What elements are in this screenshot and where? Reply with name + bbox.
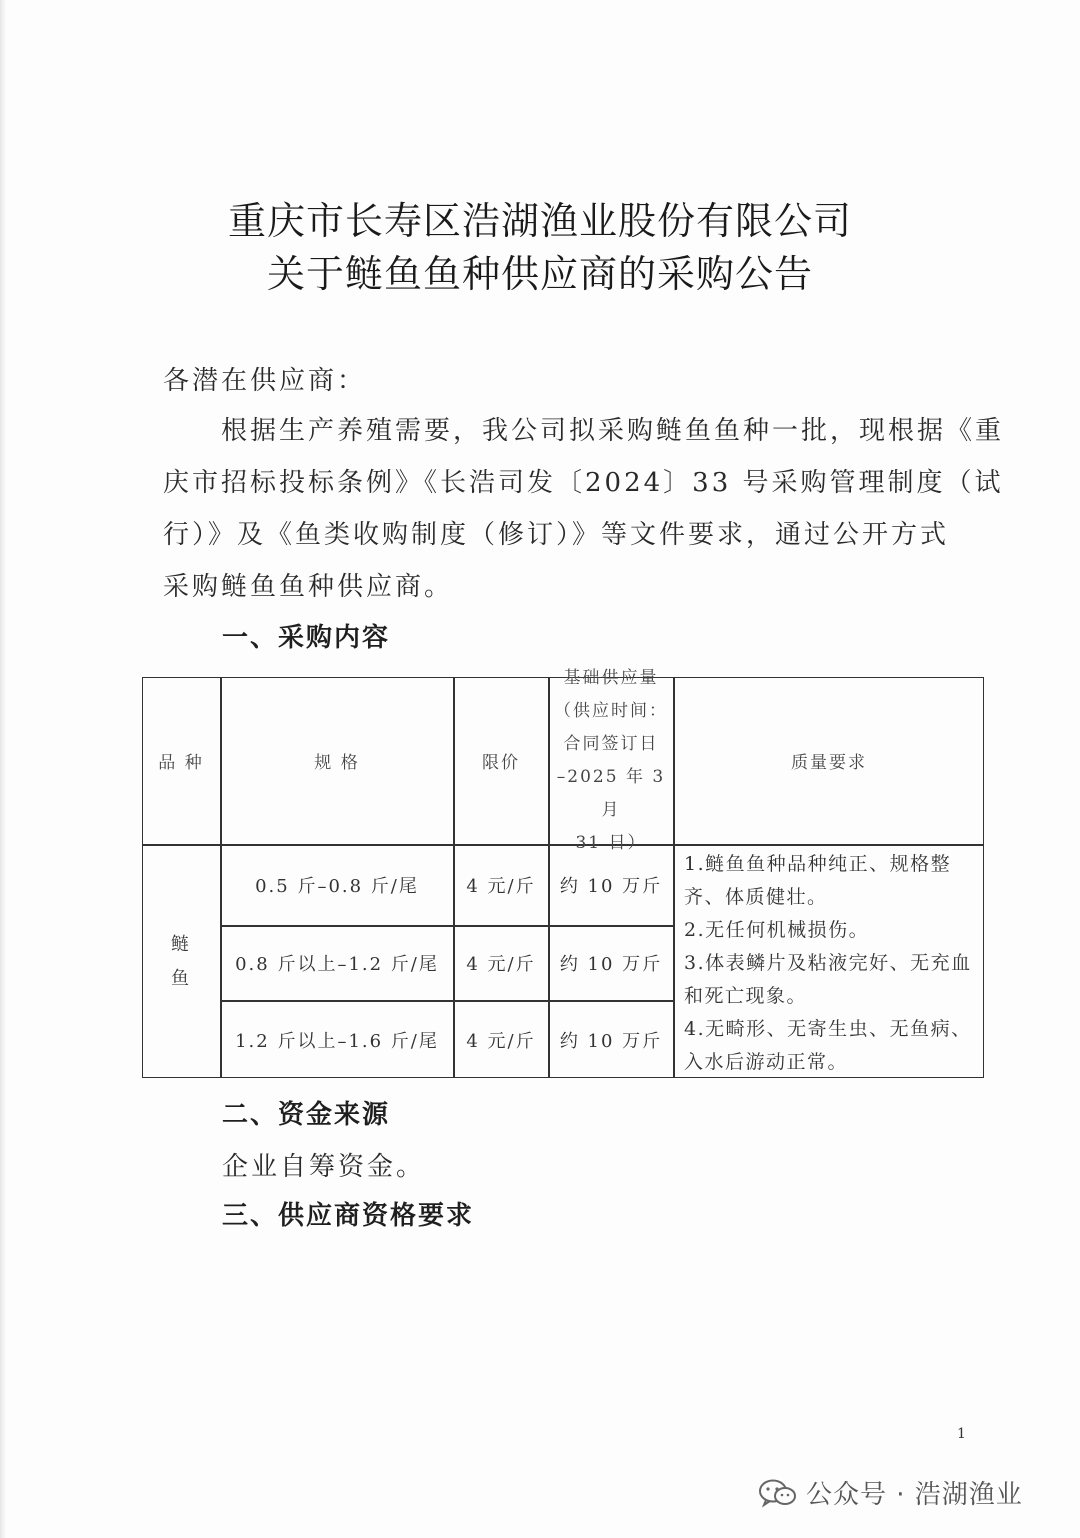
table-row-1-supply: 约 10 万斤 [559, 876, 663, 897]
variety-cell [142, 845, 220, 1078]
intro-line-2: 庆市招标投标条例》《长浩司发〔2024〕33 号采购管理制度（试 [163, 468, 1004, 498]
intro-line-3: 行）》及《鱼类收购制度（修订）》等文件要求，通过公开方式 [163, 520, 950, 550]
quality-line: 3.体表鳞片及粘液完好、无充血 [684, 952, 972, 974]
intro-line-4: 采购鲢鱼鱼种供应商。 [163, 572, 454, 602]
header-supply-line: 合同签订日 [563, 733, 659, 754]
quality-line: 4.无畸形、无寄生虫、无鱼病、 [684, 1018, 972, 1040]
header-supply-line: 基础供应量 [563, 667, 659, 688]
table-row-2-spec: 0.8 斤以上–1.2 斤/尾 [235, 954, 439, 975]
section-2-heading: 二、资金来源 [222, 1100, 391, 1130]
variety-char: 鱼 [171, 967, 191, 989]
watermark-text: 公众号 · 浩湖渔业 [806, 1480, 1023, 1510]
variety-char: 鲢 [171, 933, 191, 955]
header-supply-line: 31 日） [575, 832, 647, 853]
intro-line-1: 根据生产养殖需要，我公司拟采购鲢鱼鱼种一批，现根据《重 [221, 416, 1005, 446]
section-3-heading: 三、供应商资格要求 [222, 1201, 475, 1231]
salutation: 各潜在供应商： [163, 366, 367, 396]
header-supply-line: –2025 年 3 月 [556, 766, 666, 820]
table-row-3-spec: 1.2 斤以上–1.6 斤/尾 [235, 1030, 439, 1052]
table-row-2-supply: 约 10 万斤 [559, 954, 663, 975]
quality-line: 和死亡现象。 [684, 985, 808, 1007]
quality-line: 齐、体质健壮。 [684, 886, 828, 908]
header-supply-line: （供应时间： [554, 700, 668, 721]
document-title-line1: 重庆市长寿区浩湖渔业股份有限公司 [227, 199, 852, 243]
quality-line: 入水后游动正常。 [684, 1051, 849, 1073]
section-2-text: 企业自筹资金。 [222, 1152, 426, 1182]
table-row-1-spec: 0.5 斤–0.8 斤/尾 [255, 876, 419, 897]
header-quality: 质量要求 [791, 753, 867, 773]
quality-line: 2.无任何机械损伤。 [684, 919, 870, 941]
wechat-icon [758, 1478, 798, 1508]
table-row-2-price: 4 元/斤 [466, 954, 536, 975]
quality-requirements [684, 848, 980, 1079]
table-row-3-price: 4 元/斤 [466, 1030, 536, 1052]
header-supply [549, 667, 673, 853]
section-1-heading: 一、采购内容 [222, 623, 391, 653]
table-row-3-supply: 约 10 万斤 [559, 1030, 663, 1052]
header-price-limit: 限价 [482, 753, 520, 773]
quality-line: 1.鲢鱼鱼种品种纯正、规格整 [684, 853, 952, 875]
document-title-line2: 关于鲢鱼鱼种供应商的采购公告 [266, 252, 813, 296]
table-row-1-price: 4 元/斤 [466, 876, 536, 897]
page-number: 1 [957, 1426, 966, 1442]
header-spec: 规 格 [314, 753, 360, 773]
wechat-watermark [758, 1474, 1023, 1511]
header-variety: 品 种 [158, 753, 204, 773]
